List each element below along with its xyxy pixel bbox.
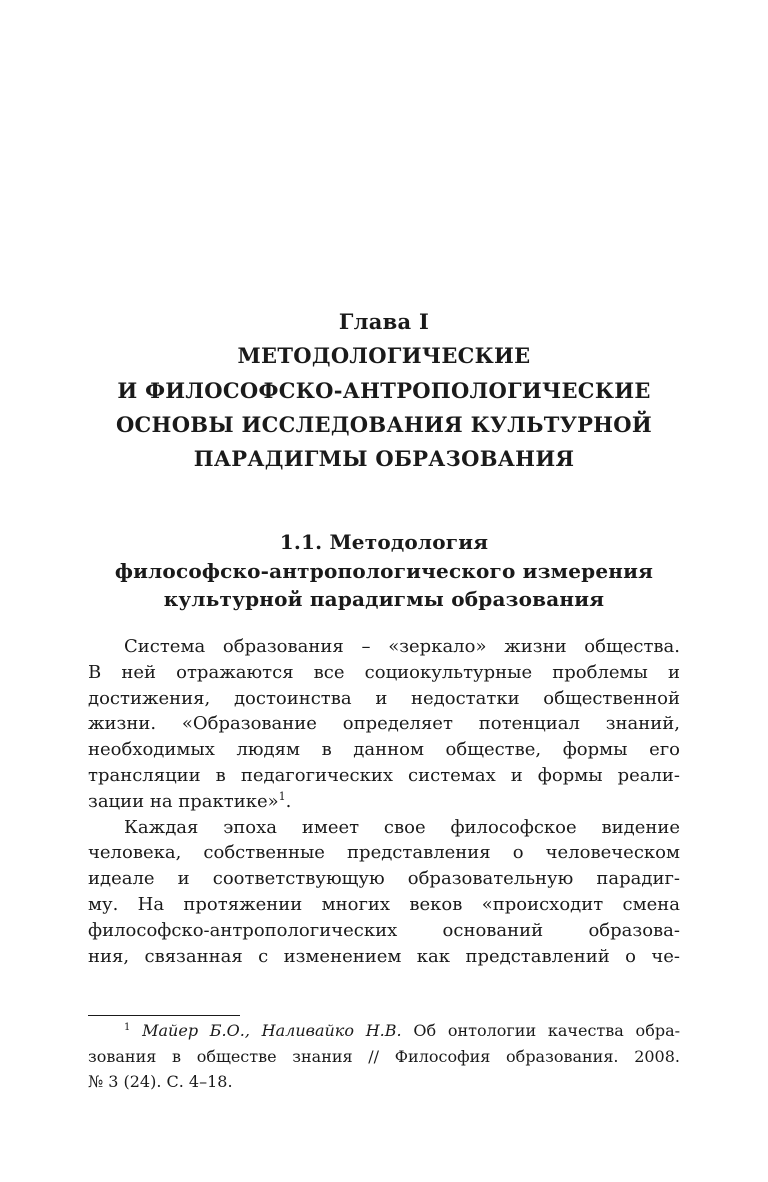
paragraph-1	[88, 634, 680, 815]
footnote-reference[interactable]: 1	[278, 789, 286, 803]
text-line: Система образования – «зеркало» жизни общества.	[124, 636, 680, 657]
paragraph-2	[88, 815, 680, 970]
text-line: В ней отражаются все социокультурные проблемы и	[88, 661, 680, 683]
text-line: му. На протяжении многих веков «происходит смена	[88, 893, 680, 915]
footnote-authors: Майер Б.О., Наливайко Н.В.	[142, 1021, 402, 1040]
text-line: необходимых людям в данном обществе, формы его	[88, 739, 680, 761]
footnote-line	[88, 1018, 680, 1044]
footnote	[88, 1018, 680, 1095]
text-line: жизни. «Образование определяет потенциал знаний,	[88, 713, 680, 735]
section-title-line: 1.1. Методология	[279, 530, 489, 554]
text-line: идеале и соответствующую образовательную парадиг-	[88, 868, 680, 890]
text-line-content: зации на практике»	[88, 790, 279, 812]
text-line: ния, связанная с изменением как представлений о че-	[88, 945, 680, 967]
section-heading	[88, 528, 680, 614]
footnote-line: зования в обществе знания // Философия образования. 2008.	[88, 1046, 680, 1066]
chapter-title-line: ОСНОВЫ ИССЛЕДОВАНИЯ КУЛЬТУРНОЙ	[115, 411, 653, 437]
book-page	[88, 0, 680, 1182]
footnote-mark: 1	[124, 1022, 131, 1033]
chapter-title-line: МЕТОДОЛОГИЧЕСКИЕ	[237, 343, 531, 369]
footnote-title: Об онтологии качества обра-	[401, 1021, 681, 1040]
sentence-end: .	[285, 790, 292, 812]
footnote-divider	[88, 1015, 240, 1016]
body-text	[88, 634, 680, 969]
text-line	[88, 789, 680, 815]
text-line: достижения, достоинства и недостатки общественной	[88, 687, 680, 709]
chapter-title-line: ПАРАДИГМЫ ОБРАЗОВАНИЯ	[193, 446, 575, 472]
section-title-line: культурной парадигмы образования	[163, 587, 605, 611]
section-title-line: философско-антропологического измерения	[114, 558, 654, 583]
text-line: философско-антропологических оснований образова-	[88, 919, 680, 941]
footnote-line: № 3 (24). С. 4–18.	[88, 1072, 233, 1091]
text-line: Каждая эпоха имеет свое философское видение	[124, 816, 680, 838]
chapter-title-line: И ФИЛОСОФСКО-АНТРОПОЛОГИЧЕСКИЕ	[117, 377, 651, 403]
chapter-label: Глава I	[338, 309, 430, 334]
text-line: человека, собственные представления о человеческом	[88, 842, 680, 864]
text-line: трансляции в педагогических системах и формы реали-	[88, 764, 680, 786]
chapter-heading	[88, 305, 680, 476]
